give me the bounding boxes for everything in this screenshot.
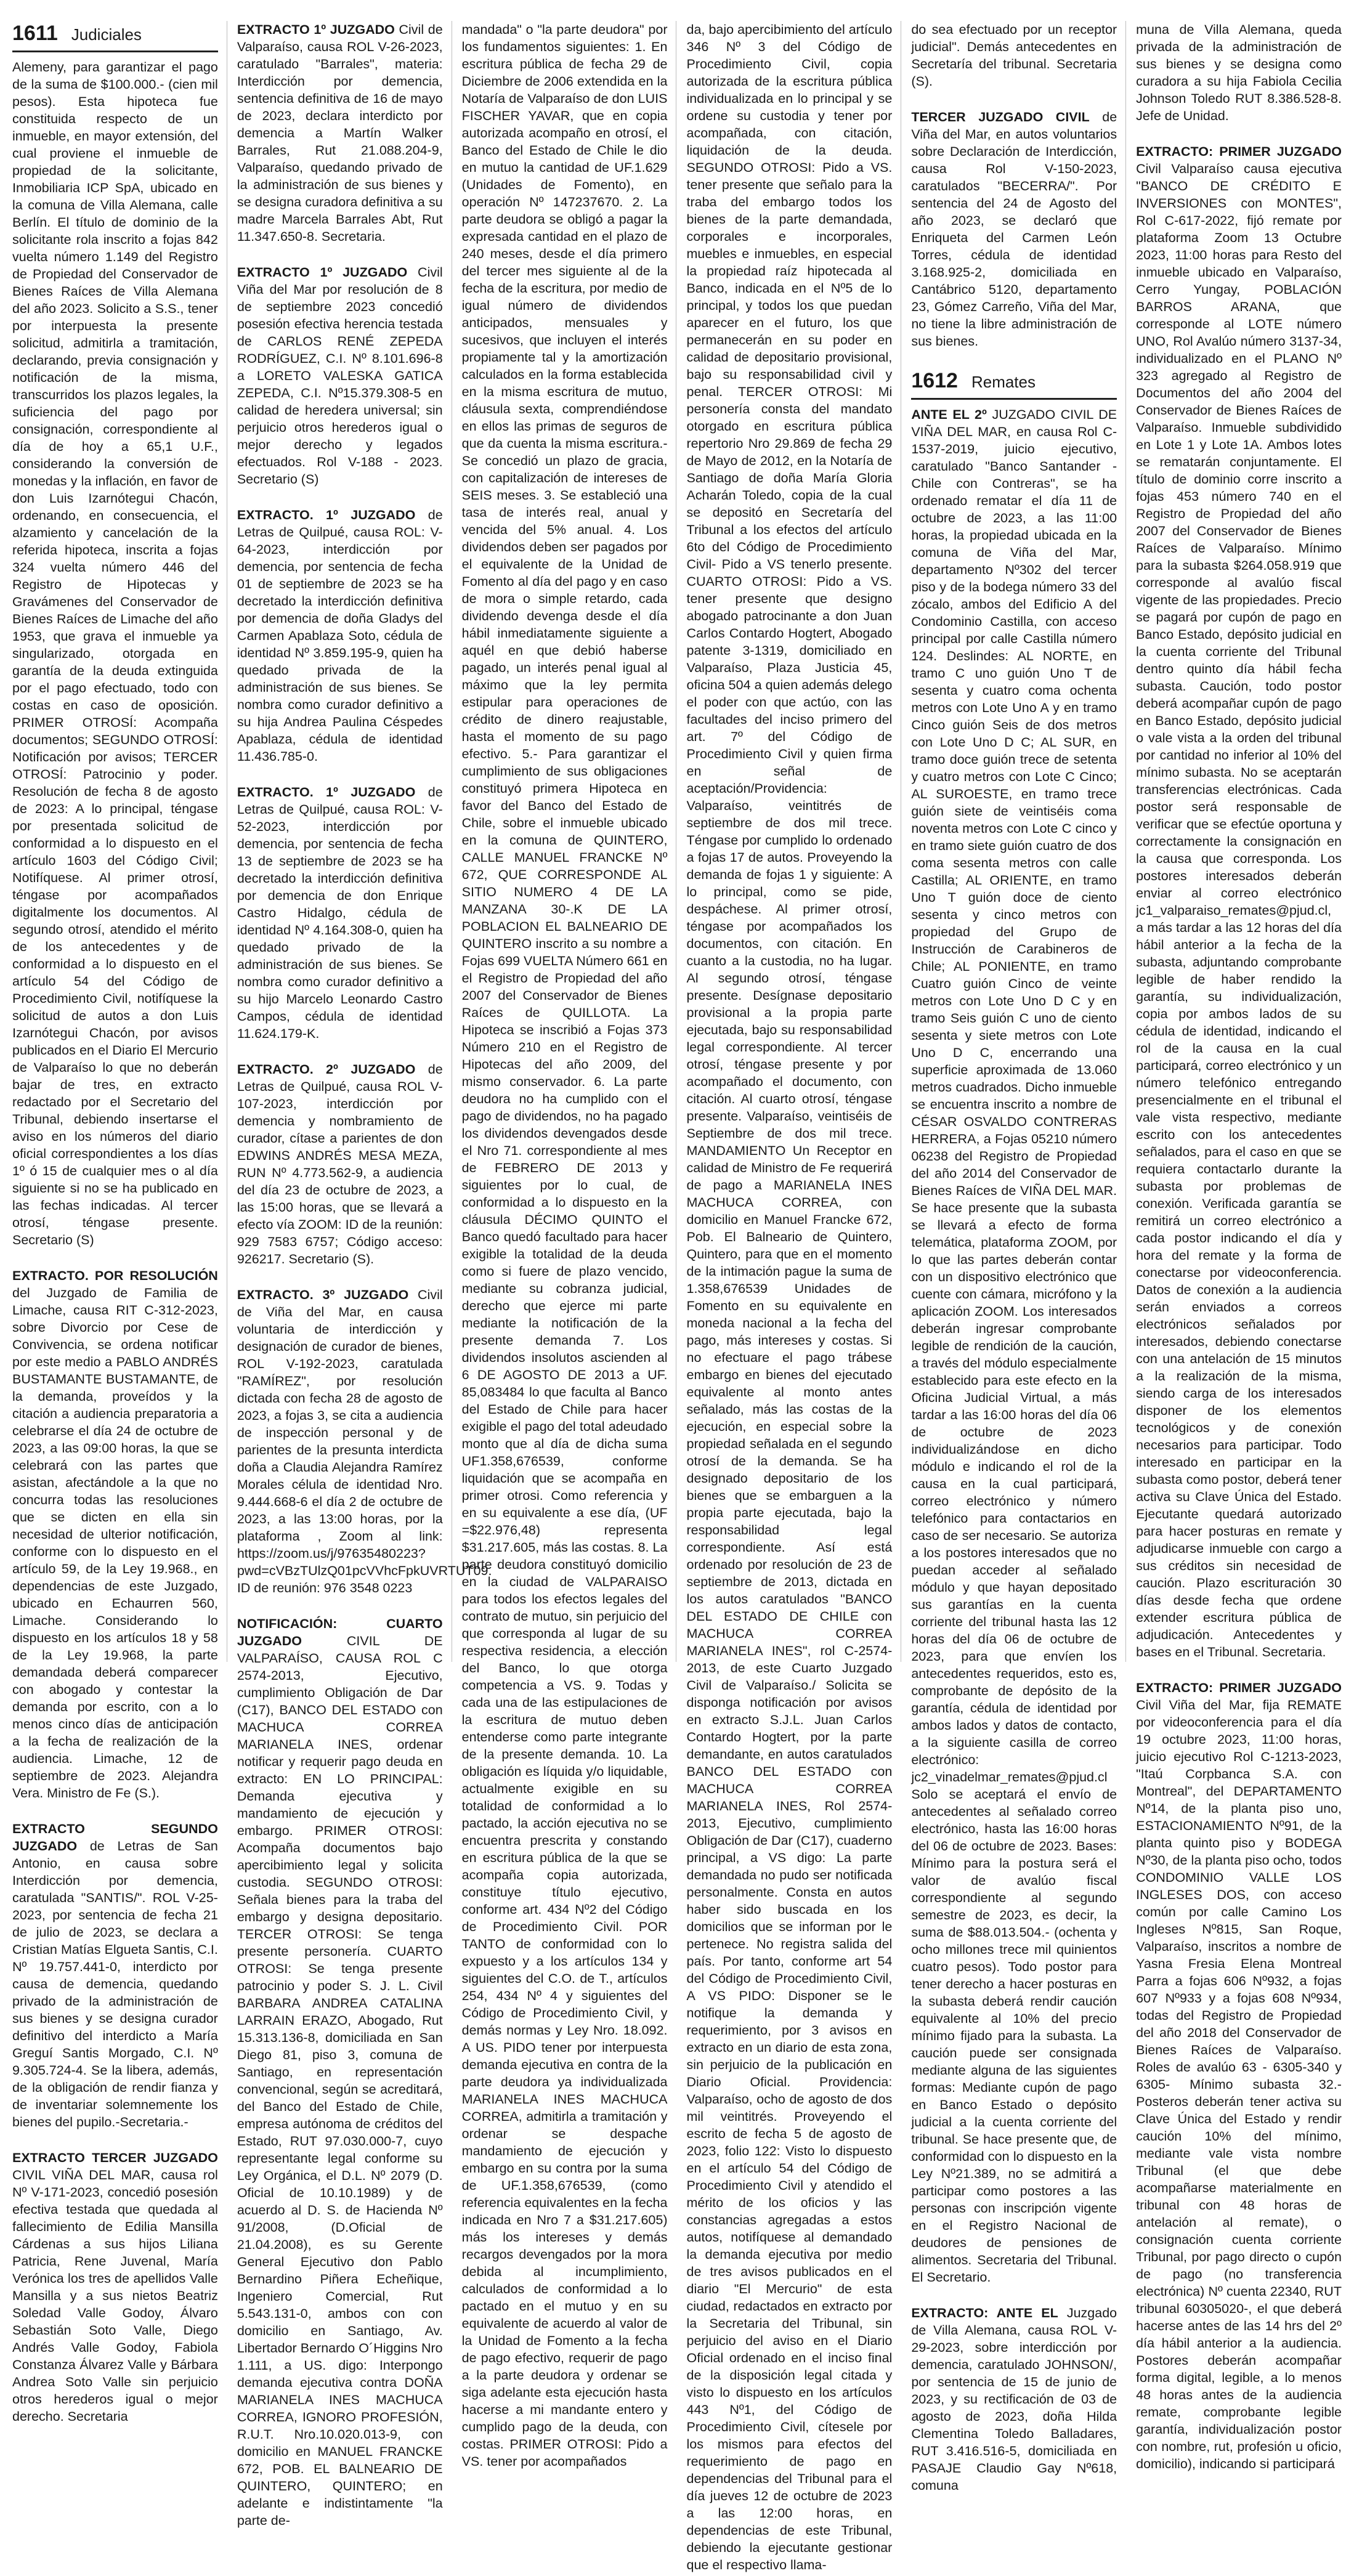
notice	[237, 506, 443, 768]
notice-body: de Letras de Quilpué, causa ROL: V-52-2023, interdicción por demencia, por sentencia de fecha 13 de septiembre de 2023 se ha decretado la interdicción definitiva por demencia de don Enrique Castro Hidalgo, cédula de identidad Nº 4.164.308-0, quien ha quedado privado de la administración de sus bienes. Se nombra como curador definitivo a su hijo Marcelo Leonardo Castro Campos, cédula de identidad 11.624.179-K.	[237, 785, 443, 1041]
notice-body: muna de Villa Alemana, queda privada de la administración de sus bienes y se designa como curadora a su hija Fabiola Cecilia Johnson Toledo RUT 8.386.528-8. Jefe de Unidad.	[1136, 22, 1342, 123]
notice-body: de Letras de Quilpué, causa ROL V-107-2023, interdicción por demencia y nombramiento de curador, cítase a parientes de don EDWINS ANDRÉS MESA MEZA, RUN Nº 4.773.562-9, a audiencia del día 23 de octubre de 2023, a las 15:00 horas, que se llevará a efecto vía ZOOM: ID de la reunión: 929 7583 6757; Código acceso: 926217. Secretario (S).	[237, 1062, 443, 1266]
column-1	[12, 21, 227, 2424]
notice	[237, 21, 443, 248]
notice	[911, 21, 1117, 92]
notice-body: Civil de Viña del Mar, en causa voluntaria de interdicción y designación de curador de bienes, ROL V-192-2023, caratulada "RAMÍREZ", por resolución dictada con fecha 28 de agosto de 2023, a fojas 3, se cita a audiencia de inspección personal y de parientes de la presunta interdicta doña a Claudia Alejandra Ramírez Morales célula de identidad Nro. 9.444.668-6 el día 2 de octubre de 2023, a las 13:00 horas, por la plataforma , Zoom al link: https://zoom.us/j/97635480223?pwd=cVBzTUlzQ01pcVVhcFpkUVRTUT09. ID de reunión: 976 3548 0223	[237, 1287, 492, 1595]
notice-body: de Viña del Mar, en autos voluntarios sobre Declaración de Interdicción, causa Rol V-150-2023, caratulados "BECERRA/". Por sentencia del 24 de Agosto del año 2023, se declaró que Enriqueta del Carmen León Torres, cédula de identidad 3.168.925-2, domiciliada en Cantábrico 5120, departamento 23, Gómez Carreño, Viña del Mar, no tiene la libre administración de sus bienes.	[911, 110, 1117, 349]
notice	[911, 108, 1117, 352]
notice-heading: EXTRACTO: PRIMER JUZGADO	[1136, 144, 1342, 159]
column-2	[237, 21, 492, 2528]
notice-heading: NOTIFICACIÓN: CUARTO JUZGADO	[237, 1616, 443, 1648]
notice-body: CIVIL DE VALPARAÍSO, CAUSA ROL C 2574-2013, Ejecutivo, cumplimiento Obligación de Dar (C17), BANCO DEL ESTADO con MACHUCA CORREA MARIANELA INES, ordenar notificar y requerir pago deuda en extracto: EN LO PRINCIPAL: Demanda ejecutiva y mandamiento de ejecución y embargo. PRIMER OTROSI: Acompaña documentos bajo apercibimiento legal y solicita custodia. SEGUNDO OTROSI: Señala bienes para la traba del embargo y designa depositario. TERCER OTROSI: Se tenga presente personería. CUARTO OTROSI: Se tenga presente patrocinio y poder S. J. L. Civil BARBARA ANDREA CATALINA LARRAIN ERAZO, Abogado, Rut 15.313.136-8, domiciliada en San Diego 81, piso 3, comuna de Santiago, en representación convencional, según se acreditará, del Banco del Estado de Chile, empresa autónoma de créditos del Estado, RUT 97.030.000-7, cuyo representante legal conforme su Ley Orgánica, el D.L. Nº 2079 (D. Oficial de 10.10.1989) y de acuerdo al D. S. de Hacienda Nº 91/2008, (D.Oficial de 21.04.2008), es su Gerente General Ejecutivo don Pablo Bernardino Piñera Echeñique, Ingeniero Comercial, Rut 5.543.131-0, ambos con con domicilio en Santiago, Av. Libertador Bernardo O´Higgins Nro 1.111, a US. digo: Interpongo demanda ejecutiva contra DOÑA MARIANELA INES MACHUCA CORREA, IGNORO PROFESIÓN, R.U.T. Nro.10.020.013-9, con domicilio en MANUEL FRANCKE 672, POB. EL BALNEARIO DE QUINTERO, QUINTERO; en adelante e indistintamente "la parte de-	[237, 1634, 443, 2528]
notice	[237, 1615, 443, 2532]
notice-body: do sea efectuado por un receptor judicial". Demás antecedentes en Secretaría del tribunal. Secretaria (S).	[911, 22, 1117, 89]
notice-body: Civil Valparaíso causa ejecutiva "BANCO DE CRÉDITO E INVERSIONES con MONTES", Rol C-617-2022, fijó remate por plataforma Zoom 13 Octubre 2023, 11:00 horas para Resto del inmueble ubicado en Valparaíso, Cerro Yungay, POBLACIÓN BARROS ARANA, que corresponde al LOTE número UNO, Rol Avalúo número 3137-34, individualizado en el PLANO Nº 323 agregado al Registro de Documentos del año 2004 del Conservador de Bienes Raíces de Valparaíso. Inmueble subdividido en Lote 1 y Lote 1A. Ambos lotes se rematarán conjuntamente. El título de dominio corre inscrito a fojas 453 número 740 en el Registro de Propiedad del año 2007 del Conservador de Bienes Raíces de Valparaíso. Mínimo para la subasta $264.058.919 que corresponde al avalúo fiscal vigente de las propiedades. Precio se pagará por cupón de pago en Banco Estado, depósito judicial en la cuenta corriente del Tribunal dentro quinto día hábil fecha subasta. Caución, todo postor deberá acompañar cupón de pago en Banco Estado, depósito judicial o vale vista a la orden del tribunal por cantidad no inferior al 10% del mínimo subasta. No se aceptarán transferencias electrónicas. Cada postor será responsable de verificar que se efectúe oportuna y correctamente la consignación en la causa que corresponda. Los postores interesados deberán enviar al correo electrónico jc1_valparaiso_remates@pjud.cl, a más tardar a las 12 horas del día hábil anterior a la fecha de la subasta, adjuntando comprobante legible de haber rendido la garantía, su individualización, copia por ambos lados de su cédula de identidad, indicando el rol de la causa en la cual participará, correo electrónico y un número telefónico entregando presencialmente en el tribunal el vale vista respectivo, mediante escrito con los antecedentes señalados, para el caso en que se requiera contactarlo durante la subasta por problemas de conexión. Verificada garantía se remitirá un correo electrónico a cada postor indicando el día y hora del remate y la forma de conectarse por videoconferencia. Datos de conexión a la audiencia serán enviados a correos electrónicos señalados por interesados, debiendo conectarse con una antelación de 15 minutos a la realización de la misma, siendo carga de los interesados disponer de los elementos tecnológicos y de conexión necesarios para participar. Todo interesado en participar en la subasta como postor, deberá tener activa su Clave Única del Estado. Ejecutante quedará autorizado para hacer posturas en remate y adjudicarse inmueble con cargo a sus créditos sin necesidad de caución. Plazo escrituración 30 días desde fecha que ordene extender escritura pública de adjudicación. Antecedentes y bases en el Tribunal. Secretaria.	[1136, 161, 1342, 1659]
column-4	[686, 21, 901, 2572]
notice-heading: EXTRACTO TERCER JUZGADO	[12, 2150, 218, 2165]
notice-body: JUZGADO CIVIL DE VIÑA DEL MAR, en causa Rol C-1537-2019, juicio ejecutivo, caratulado "Banco Santander - Chile con Contreras", se ha ordenado rematar el día 11 de octubre de 2023, a las 11:00 horas, la propiedad ubicada en la comuna de Viña del Mar, departamento Nº302 del tercer piso y de la bodega número 33 del zócalo, ambos del Edificio A del Condominio Castilla, con acceso principal por calle Castilla número 124. Deslindes: AL NORTE, en tramo C uno guión Uno T de sesenta y cuatro coma ochenta metros con Lote Uno A y en tramo Cinco guión Seis de dos metros con Lote Uno D C; AL SUR, en tramo doce guión trece de setenta y cuatro metros con Lote C Cinco; AL SUROESTE, en tramo trece guión siete de veintiséis coma noventa metros con Lote C cinco y en tramo siete guión cuatro de dos coma sesenta metros con calle Castilla; AL ORIENTE, en tramo Uno T guión doce de ciento sesenta y cinco metros con propiedad del Grupo de Instrucción de Carabineros de Chile; AL PONIENTE, en tramo Cuatro guión Cinco de veinte metros con Lote Uno D C y en tramo Seis guión C uno de ciento sesenta y siete metros con Lote Uno D C, encerrando una superficie aproximada de 13.060 metros cuadrados. Dicho inmueble se encuentra inscrito a nombre de CÉSAR OSVALDO CONTRERAS HERRERA, a Fojas 05210 número 06238 del Registro de Propiedad del año 2014 del Conservador de Bienes Raíces de VIÑA DEL MAR. Se hace presente que la subasta se llevará a efecto de forma telemática, plataforma ZOOM, por lo que las partes deberán contar con un dispositivo electrónico que cuente con cámara, micrófono y la aplicación ZOOM. Los interesados deberán ingresar comprobante legible de rendición de la caución, a través del módulo especialmente establecido para este efecto en la Oficina Judicial Virtual, a más tardar a las 16:00 horas del día 06 de octubre de 2023 individualizándose en dicho módulo e indicando el rol de la causa en la cual participará, correo electrónico y número telefónico para contactarios en caso de ser necesario. Se autoriza a los postores interesados que no puedan acceder al señalado módulo y que hayan depositado sus garantías en la cuenta corriente del tribunal hasta las 12 horas del día 06 de octubre de 2023, para que envíen los antecedentes requeridos, esto es, comprobante de depósito de la garantía, cédula de identidad por ambos lados y datos de contacto, a la siguiente casilla de correo electrónico: jc2_vinadelmar_remates@pjud.cl Solo se aceptará el envío de antecedentes al señalado correo electrónico, hasta las 16:00 horas del 06 de octubre de 2023. Bases: Mínimo para la postura será el valor de avalúo fiscal correspondiente al segundo semestre de 2023, es decir, la suma de $88.013.504.- (ochenta y ocho millones trece mil quinientos cuatro pesos). Todo postor para tener derecho a hacer posturas en la subasta deberá rendir caución equivalente al 10% del precio mínimo fijado para la subasta. La caución puede ser consignada mediante alguna de las siguientes formas: Mediante cupón de pago en Banco Estado o depósito judicial a la cuenta corriente del tribunal. Se hace presente que, de conformidad con lo dispuesto en la Ley Nº21.389, no se admitirá a participar como postores a las personas con inscripción vigente en el Registro Nacional de deudores de pensiones de alimentos. Secretaria del Tribunal. El Secretario.	[911, 407, 1117, 2285]
notice-body: Alemeny, para garantizar el pago de la suma de $100.000.- (cien mil pesos). Esta hipoteca fue constituida respecto de un inmueble, en mayor extensión, del cual proviene el inmueble de propiedad de la solicitante, Inmobiliaria ICP SpA, ubicado en la comuna de Villa Alemana, calle Berlín. El título de dominio de la solicitante rola inscrito a fojas 842 vuelta número 1.149 del Registro de Propiedad del Conservador de Bienes Raíces de Villa Alemana del año 2023. Solicito a S.S., tener por interpuesta la presente solicitud, admitirla a tramitación, declarando, previa consignación y notificación de la misma, transcurridos los plazos legales, la suficiencia del pago por consignación, correspondiente al día de hoy a 65,1 U.F., considerando la conversión de monedas y la inflación, en favor de don Luis Izarnótegui Chacón, ordenando, en consecuencia, el alzamiento y cancelación de la referida hipoteca, inscrita a fojas 324 vuelta número 446 del Registro de Hipotecas y Gravámenes del Conservador de Bienes Raíces de Limache del año 1953, que grava el inmueble ya singularizado, otorgada en garantía de la deuda extinguida por el pago efectuado, todo con costas en caso de oposición. PRIMER OTROSÍ: Acompaña documentos; SEGUNDO OTROSÍ: Notificación por avisos; TERCER OTROSÍ: Patrocinio y poder. Resolución de fecha 8 de agosto de 2023: A lo principal, téngase por presentada solicitud de conformidad a lo dispuesto en el artículo 1603 del Código Civil; Notifíquese. Al primer otrosí, téngase por acompañados digitalmente los documentos. Al segundo otrosí, atendido el mérito de los antecedentes y de conformidad a lo dispuesto en el artículo 54 del Código de Procedimiento Civil, notifíquese la solicitud de autos a don Luis Izarnótegui Chacón, por avisos publicados en el Diario El Mercurio de Valparaíso lo que no deberán bajar de tres, en extracto redactado por el Secretario del Tribunal, debiendo insertarse el aviso en los números del diario oficial correspondientes a los días 1º ó 15 de cualquier mes o al día siguiente si no se ha publicado en las fechas indicadas. Al tercer otrosí, téngase presente. Secretario (S)	[12, 60, 218, 1247]
notice	[12, 59, 218, 1251]
notice	[686, 21, 892, 2576]
column-3	[461, 21, 677, 2469]
notice-body: CIVIL VIÑA DEL MAR, causa rol Nº V-171-2023, concedió posesión efectiva testada que quedada al fallecimiento de Edilia Mansilla Cárdenas a sus hijos Liliana Patricia, Rene Juvenal, María Verónica los tres de apellidos Valle Mansilla y a sus nietos Beatriz Soledad Valle Godoy, Álvaro Sebastián Soto Valle, Diego Andrés Valle Godoy, Fabiola Constanza Álvarez Valle y Bárbara Andrea Soto Valle sin perjuicio otros herederos igual o mejor derecho. Secretaria	[12, 2168, 218, 2424]
notice-body: Civil de Valparaíso, causa ROL V-26-2023, caratulado "Barrales", materia: Interdicción por demencia, sentencia definitiva de 16 de mayo de 2023, declara interdicto por demencia a Martín Walker Barrales, Rut 21.088.204-9, Valparaíso, quedando privado de la administración de sus bienes y se designa curadora definitiva a su madre Marcela Barrales Abt, Rut 11.347.650-8. Secretaria.	[237, 22, 443, 244]
notice	[462, 21, 668, 2473]
section-header-remates	[911, 368, 1117, 400]
notice	[237, 784, 443, 1045]
notice	[911, 2304, 1117, 2497]
notice-heading: EXTRACTO. 1º JUZGADO	[237, 508, 416, 522]
notice-body: Juzgado de Villa Alemana, causa ROL V-29-2023, sobre interdicción por demencia, caratulado JOHNSON/, por sentencia de 15 de junio de 2023, y su rectificación de 03 de agosto de 2023, doña Hilda Clementina Toledo Balladares, RUT 3.416.516-5, domiciliada en PASAJE Claudio Gay Nº618, comuna	[911, 2306, 1117, 2493]
notice-heading: ANTE EL 2º	[911, 407, 987, 422]
section-header-judiciales	[12, 21, 218, 52]
notice	[911, 406, 1117, 2288]
notice-body: del Juzgado de Familia de Limache, causa RIT C-312-2023, sobre Divorcio por Cese de Convivencia, se ordena notificar por este medio a PABLO ANDRÉS BUSTAMANTE BUSTAMANTE, de la demanda, proveídos y la citación a audiencia preparatoria a celebrarse el día 24 de octubre de 2023, a las 09:00 horas, la que se celebrará con las partes que asistan, afectándole a la que no concurra todas las resoluciones que se dicten en ella sin necesidad de ulterior notificación, conforme con lo dispuesto en el artículo 59, de la Ley 19.968., en dependencias de este Juzgado, ubicado en Echaurren 560, Limache. Considerando lo dispuesto en los artículos 18 y 58 de la Ley 19.968, la parte demandada deberá comparecer con abogado y contestar la demanda por escrito, con a lo menos cinco días de anticipación a la fecha de realización de la audiencia. Limache, 12 de septiembre de 2023. Alejandra Vera. Ministro de Fe (S.).	[12, 1286, 218, 1800]
notice-body: de Letras de San Antonio, en causa sobre Interdicción por demencia, caratulada "SANTIS/". ROL V-25-2023, por sentencia de fecha 21 de julio de 2023, se declara a Cristian Matías Elgueta Santis, C.I. Nº 19.757.441-0, interdicto por causa de demencia, quedando privado de la administración de sus bienes y se designa curador definitivo del interdicto a María Greguí Santis Morgado, C.I. Nº 9.305.724-4. Se la libera, además, de la obligación de rendir fianza y de inventariar solemnemente los bienes del pupilo.-Secretaria.-	[12, 1839, 218, 2129]
notice	[1136, 21, 1342, 127]
notice-body: de Letras de Quilpué, causa ROL: V-64-2023, interdicción por demencia, por sentencia de fecha 01 de septiembre de 2023 se ha decretado la interdicción definitiva por demencia de doña Gladys del Carmen Apablaza Soto, cédula de identidad Nº 3.859.195-9, quien ha quedado privada de la administración de sus bienes. Se nombra como curador definitivo a su hija Andrea Paulina Céspedes Apablaza, cédula de identidad 11.436.785-0.	[237, 508, 443, 764]
notice-heading: EXTRACTO. 3º JUZGADO	[237, 1287, 409, 1302]
notice-heading: EXTRACTO. 1º JUZGADO	[237, 785, 416, 800]
notice-body: Civil Viña del Mar, fija REMATE por videoconferencia para el día 19 octubre 2023, 11:00 horas, juicio ejecutivo Rol C-1213-2023, "Itaú Corpbanca S.A. con Montreal", del DEPARTAMENTO Nº14, de la planta piso uno, ESTACIONAMIENTO Nº91, de la planta quinto piso y BODEGA Nº30, de la planta piso ocho, todos CONDOMINIO VALLE LOS INGLESES DOS, con acceso común por calle Camino Los Ingleses Nº815, San Roque, Valparaíso, inscritos a nombre de Yasna Fresia Elena Montreal Parra a fojas 606 Nº932, a fojas 607 Nº933 y a fojas 608 Nº934, todas del Registro de Propiedad del año 2018 del Conservador de Bienes Raíces de Valparaíso. Roles de avalúo 63 - 6305-340 y 6305- Mínimo subasta 32.- Posteros deberán tener activa su Clave Única del Estado y rendir caución 10% del mínimo, mediante vale vista nombre Tribunal (el que debe acompañarse materialmente en tribunal con 48 horas de antelación al remate), o consignación cuenta corriente Tribunal, por pago directo o cupón de pago (no transferencia electrónica) Nº cuenta 22340, RUT tribunal 60305020-, el que deberá hacerse antes de las 14 hrs del 2º día hábil anterior a la audiencia. Postores deberán acompañar forma digital, legible, a lo menos 48 horas antes de la audiencia remate, comprobante legible garantía, individualización postor con nombre, rut, profesión u oficio, domicilio), indicando si participará	[1136, 1698, 1342, 2471]
notice-heading: EXTRACTO. 2º JUZGADO	[237, 1062, 416, 1077]
notice-heading: EXTRACTO: PRIMER JUZGADO	[1136, 1680, 1342, 1695]
notice-heading: EXTRACTO SEGUNDO JUZGADO	[12, 1821, 218, 1853]
notice	[12, 2149, 218, 2428]
notice-body: mandada" o "la parte deudora" por los fundamentos siguientes: 1. En escritura pública de fecha 29 de Diciembre de 2006 extendida en la Notaría de Valparaíso de don LUIS FISCHER YAVAR, que en copia autorizada acompaño en otrosí, el Banco del Estado de Chile le dio en mutuo la cantidad de UF.1.629 (Unidades de Fomento), en operación Nº 147237670. 2. La parte deudora se obligó a pagar la expresada cantidad en el plazo de 240 meses, desde el día primero del tercer mes siguiente al de la fecha de la escritura, por medio de igual número de dividendos anticipados, mensuales y sucesivos, que incluyen el interés propiamente tal y la amortización calculados en la forma establecida en la misma escritura de mutuo, cláusula sexta, comprendiéndose en ellos las primas de seguros de que da cuenta la misma escritura.- Se concedió un plazo de gracia, con capitalización de intereses de SEIS meses. 3. Se estableció una tasa de interés real, anual y vencida del 5% anual. 4. Los dividendos deben ser pagados por el equivalente de la Unidad de Fomento al día del pago y en caso de mora o simple retardo, cada dividendo devenga desde el día hábil inmediatamente siguiente a aquél en que debió haberse pagado, un interés penal igual al máximo que la ley permita estipular para operaciones de crédito de dinero reajustable, hasta el momento de su pago efectivo. 5.- Para garantizar el cumplimiento de sus obligaciones constituyó primera Hipoteca en favor del Banco del Estado de Chile, sobre el inmueble ubicado en la comuna de QUINTERO, CALLE MANUEL FRANCKE Nº 672, QUE CORRESPONDE AL SITIO NUMERO 4 DE LA MANZANA 30-.K DE LA POBLACION EL BALNEARIO DE QUINTERO inscrito a su nombre a Fojas 699 VUELTA Número 661 en el Registro de Propiedad del año 2007 del Conservador de Bienes Raíces de QUILLOTA. La Hipoteca se inscribió a Fojas 373 Número 210 en el Registro de Hipotecas del año 2009, del mismo conservador. 6. La parte deudora no ha cumplido con el pago de dividendos, no ha pagado los dividendos devengados desde el Nro 71. correspondiente al mes de FEBRERO DE 2013 y siguientes por lo cual, de conformidad a lo dispuesto en la cláusula DÉCIMO QUINTO el Banco quedó facultado para hacer exigible la totalidad de la deuda como si fuere de plazo vencido, mediante su cobranza judicial, derecho que ejerce mi parte mediante la notificación de la presente demanda 7. Los dividendos insolutos ascienden al 6 DE AGOSTO DE 2013 a UF. 85,083484 lo que faculta al Banco del Estado de Chile para hacer exigible el pago del total adeudado monto que al día de dicha suma UF1.358,676539, conforme liquidación que se acompaña en primer otrosi. Como referencia y en su equivalente a ese día, (UF =$22.976,48) representa $31.217.605, más las costas. 8. La parte deudora constituyó domicilio en la ciudad de VALPARAISO para todos los efectos legales del contrato de mutuo, sin perjuicio del que corresponda al lugar de su respectiva residencia, a elección del Banco, lo que otorga competencia a VS. 9. Todas y cada una de las estipulaciones de la escritura de mutuo deben entenderse como parte integrante de la presente demanda. 10. La obligación es líquida y/o liquidable, actualmente exigible en su totalidad de conformidad a lo pactado, la acción ejecutiva no se encuentra prescrita y constando en escritura pública de la que se acompaña copia autorizada, constituye título ejecutivo, conforme art. 434 Nº2 del Código de Procedimiento Civil. POR TANTO de conformidad con lo expuesto y a los artículos 134 y siguientes del C.O. de T., artículos 254, 434 Nº 4 y siguientes del Código de Procedimiento Civil, y demás normas y Ley Nro. 18.092. A US. PIDO tener por interpuesta demanda ejecutiva en contra de la parte deudora ya individualizada MARIANELA INES MACHUCA CORREA, admitirla a tramitación y ordenar se despache mandamiento de ejecución y embargo en su contra por la suma de UF.1.358,676539, (como referencia equivalentes en la fecha indicada en Nro 7 a $31.217.605) más los intereses y demás recargos devengados por la mora debida al incumplimiento, calculados de conformidad a lo pactado en el mutuo y en su equivalente de acuerdo al valor de la Unidad de Fomento a la fecha de pago efectivo, requerir de pago a la parte deudora y ordenar se siga adelante esta ejecución hasta hacerse a mi mandante entero y cumplido pago de la deuda, con costas. PRIMER OTROSI: Pido a VS. tener por acompañados	[461, 22, 668, 2469]
notice	[237, 1061, 443, 1270]
column-6	[1136, 21, 1342, 2471]
notice	[237, 264, 443, 490]
notice	[237, 1286, 492, 1599]
notice-heading: TERCER JUZGADO CIVIL	[911, 110, 1090, 124]
notice	[1136, 1679, 1342, 2475]
notice-body: da, bajo apercibimiento del artículo 346 Nº 3 del Código de Procedimiento Civil, copia autorizada de la escritura pública individualizada en lo principal y se ordene su custodia y tener por acompañada, con citación, liquidación de la deuda. SEGUNDO OTROSI: Pido a VS. tener presente que señalo para la traba del embargo todos los bienes de la parte demandada, corporales e incorporales, muebles e inmuebles, en especial la propiedad raíz hipotecada al Banco, indicada en el Nº5 de lo principal, y todos los que puedan aparecer en el futuro, los que permanecerán en su poder en calidad de depositario provisional, bajo su responsabilidad civil y penal. TERCER OTROSI: Mi personería consta del mandato otorgado en escritura pública repertorio Nro 29.869 de fecha 29 de Mayo de 2012, en la Notaría de Santiago de doña María Gloria Acharán Toledo, copia de la cual se depositó en Secretaría del Tribunal a los efectos del artículo 6to del Código de Procedimiento Civil- Pido a VS tenerlo presente. CUARTO OTROSI: Pido a VS. tener presente que designo abogado patrocinante a don Juan Carlos Contardo Hogtert, Abogado patente 3-1319, domiciliado en Valparaíso, Plaza Justicia 45, oficina 504 a quien además delego el poder con que actúo, con las facultades del inciso primero del art. 7º del Código de Procedimiento Civil y quien firma en señal de aceptación/Providencia: Valparaíso, veintitrés de septiembre de dos mil trece. Téngase por cumplido lo ordenado a fojas 17 de autos. Proveyendo la demanda de fojas 1 y siguiente: A lo principal, como se pide, despáchese. Al primer otrosí, téngase por acompañados los documentos, con citación. En cuanto a la custodia, no ha lugar. Al segundo otrosí, téngase presente. Desígnase depositario provisional a la propia parte ejecutada, bajo su responsabilidad legal correspondiente. Al tercer otrosí, téngase presente y por acompañado el documento, con citación. Al cuarto otrosí, téngase presente. Valparaíso, veintiséis de Septiembre de dos mil trece. MANDAMIENTO Un Receptor en calidad de Ministro de Fe requerirá de pago a MARIANELA INES MACHUCA CORREA, con domicilio en Manuel Francke 672, Pob. El Balneario de Quintero, Quintero, para que en el momento de la intimación pague la suma de 1.358,676539 Unidades de Fomento en su equivalente en moneda nacional a la fecha del pago, más intereses y costas. Si no efectuare el pago trábese embargo en bienes del ejecutado equivalente al monto antes señalado, más las costas de la ejecución, en especial sobre la propiedad señalada en el segundo otrosí de la demanda. Se ha designado depositario de los bienes que se embarguen a la propia parte ejecutada, bajo la responsabilidad legal correspondiente. Así está ordenado por resolución de 23 de septiembre de 2013, dictada en los autos caratulados "BANCO DEL ESTADO DE CHILE con MACHUCA CORREA MARIANELA INES", rol C-2574-2013, de este Cuarto Juzgado Civil de Valparaíso./ Solicita se disponga notificación por avisos en extracto S.J.L. Juan Carlos Contardo Hogtert, por la parte demandante, en autos caratulados BANCO DEL ESTADO con MACHUCA CORREA MARIANELA INES, Rol 2574-2013, Ejecutivo, cumplimiento Obligación de Dar (C17), cuaderno principal, a VS digo: La parte demandada no pudo ser notificada personalmente. Consta en autos haber sido buscada en los domicilios que se informan por le pertenece. No registra salida del país. Por tanto, conforme art 54 del Código de Procedimiento Civil, A VS PIDO: Disponer se le notifique la demanda y requerimiento, por 3 avisos en extracto en un diario de esta zona, sin perjuicio de la publicación en Diario Oficial. Providencia: Valparaíso, ocho de agosto de dos mil veintitrés. Proveyendo el escrito de fecha 5 de agosto de 2023, folio 122: Visto lo dispuesto en el artículo 54 del Código de Procedimiento Civil y atendido el mérito de los oficios y las constancias agregadas a estos autos, notifíquese al demandado la demanda ejecutiva por medio de tres avisos publicados en el diario "El Mercurio" de esta ciudad, redactados en extracto por la Secretaria del Tribunal, sin perjuicio del aviso en el Diario Oficial ordenado en el inciso final de la disposición legal citada y visto lo dispuesto en los artículos 443 Nº1, del Código de Procedimiento Civil, cítesele por los mismos para efectos del requerimiento de pago en dependencias del Tribunal para el día jueves 12 de octubre de 2023 a las 12:00 horas, en dependencias de este Tribunal, debiendo la ejecutante gestionar que el respectivo llama-	[686, 22, 893, 2572]
notice-heading: EXTRACTO: ANTE EL	[911, 2306, 1058, 2320]
notice-heading: EXTRACTO. POR RESOLUCIÓN	[12, 1268, 218, 1283]
section-number: 1612	[911, 369, 958, 392]
section-title: Judiciales	[71, 25, 142, 44]
section-title: Remates	[971, 373, 1036, 391]
notice	[12, 1820, 218, 2133]
section-number: 1611	[12, 22, 58, 45]
column-5	[911, 21, 1126, 2493]
columns	[12, 21, 1342, 2572]
notice	[12, 1267, 218, 1804]
notice-body: Civil Viña del Mar por resolución de 8 de septiembre 2023 concedió posesión efectiva herencia testada de CARLOS RENÉ ZEPEDA RODRÍGUEZ, C.I. Nº 8.101.696-8 a LORETO VALESKA GATICA ZEPEDA, C.I. Nº15.379.308-5 en calidad de heredera universal; sin perjuicio otros herederos igual o mejor derecho y legados efectuados. Rol V-188 - 2023. Secretario (S)	[237, 265, 443, 487]
notice	[1136, 143, 1342, 1663]
notice-heading: EXTRACTO 1º JUZGADO	[237, 22, 395, 37]
notice-heading: EXTRACTO 1º JUZGADO	[237, 265, 408, 280]
